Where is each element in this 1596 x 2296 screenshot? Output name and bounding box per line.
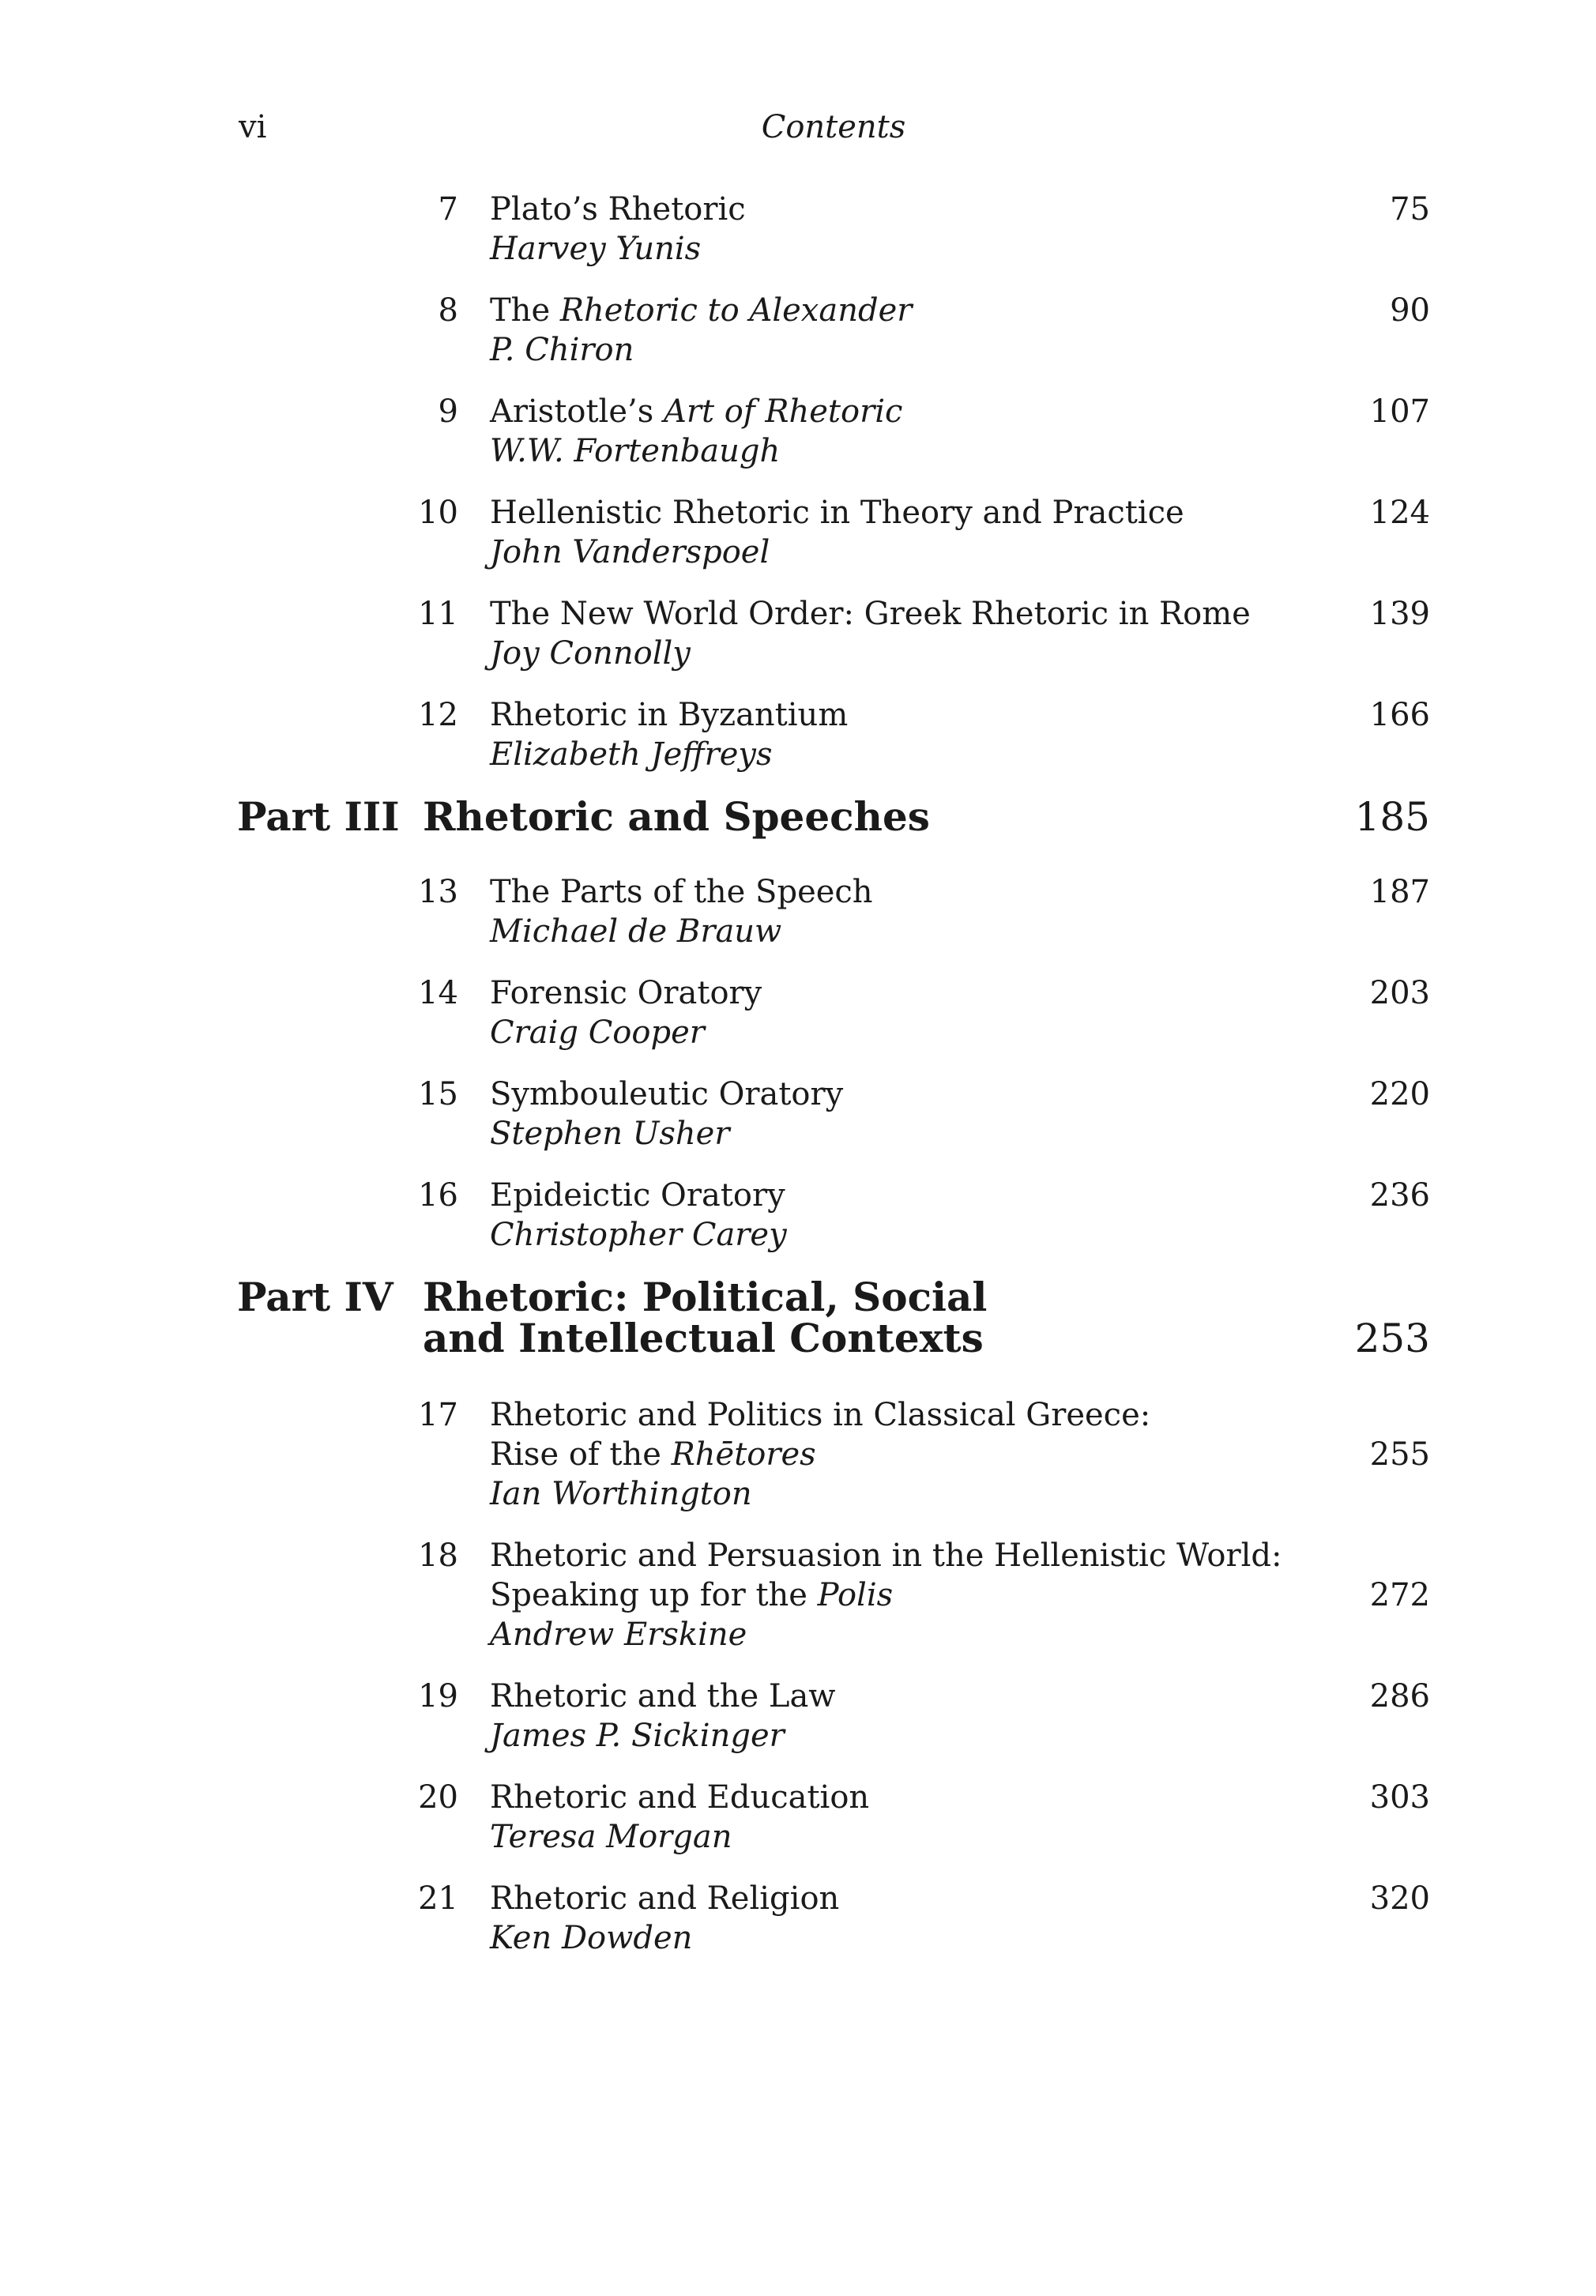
chapter-title: Rhetoric and Religion	[490, 1880, 840, 1917]
toc-entry-8[interactable]	[237, 291, 1430, 370]
chapter-number: 9	[438, 393, 458, 430]
chapter-title: Rhetoric in Byzantium	[490, 697, 849, 733]
part-label: Part IV	[237, 1274, 393, 1320]
chapter-number: 16	[418, 1177, 458, 1214]
chapter-author: Michael de Brauw	[490, 913, 782, 950]
part-page: 185	[1354, 794, 1430, 840]
chapter-title: Aristotle’s Art of Rhetoric	[490, 393, 903, 430]
part-heading-iii[interactable]	[237, 793, 1430, 840]
chapter-author: James P. Sickinger	[490, 1718, 785, 1754]
toc-entry-12[interactable]	[237, 695, 1430, 774]
toc-entry-18[interactable]	[237, 1536, 1430, 1654]
toc-entry-15[interactable]	[237, 1075, 1430, 1154]
part-title-line-2: and Intellectual Contexts	[423, 1315, 984, 1361]
chapter-number: 20	[418, 1779, 458, 1816]
toc-entry-11[interactable]	[237, 594, 1430, 673]
chapter-page: 303	[1369, 1779, 1430, 1816]
chapter-page: 166	[1369, 697, 1430, 733]
chapter-title: The Rhetoric to Alexander	[490, 292, 913, 329]
part-title-line-1: Rhetoric: Political, Social	[423, 1274, 988, 1320]
chapter-page: 107	[1369, 393, 1430, 430]
chapter-number: 13	[418, 874, 458, 910]
chapter-title-line-2: Rise of the Rhētores	[490, 1436, 816, 1473]
chapter-title: Symbouleutic Oratory	[490, 1076, 844, 1112]
chapter-author: Elizabeth Jeffreys	[490, 736, 773, 773]
chapter-page: 90	[1390, 292, 1430, 329]
chapter-title: Hellenistic Rhetoric in Theory and Practice	[490, 495, 1184, 531]
toc-entry-20[interactable]	[237, 1778, 1430, 1857]
chapter-number: 7	[438, 191, 458, 228]
chapter-number: 11	[418, 596, 458, 632]
chapter-title-line-2: Speaking up for the Polis	[490, 1577, 894, 1613]
chapter-number: 18	[418, 1538, 458, 1574]
chapter-author: Teresa Morgan	[490, 1819, 732, 1855]
chapter-number: 21	[418, 1880, 458, 1917]
part-page: 253	[1354, 1315, 1430, 1361]
toc-entry-17[interactable]	[237, 1395, 1430, 1514]
chapter-page: 286	[1369, 1678, 1430, 1714]
chapter-author: Stephen Usher	[490, 1116, 730, 1152]
toc-entry-13[interactable]	[237, 872, 1430, 951]
toc-entry-10[interactable]	[237, 493, 1430, 572]
chapter-page: 139	[1369, 596, 1430, 632]
chapter-page: 187	[1369, 874, 1430, 910]
chapter-title: The New World Order: Greek Rhetoric in Rome	[490, 596, 1251, 632]
running-title: Contents	[761, 109, 906, 145]
chapter-author: John Vanderspoel	[490, 534, 770, 570]
page-number: vi	[239, 109, 267, 145]
chapter-author: Craig Cooper	[490, 1014, 705, 1051]
chapter-number: 8	[438, 292, 458, 329]
chapter-page: 236	[1369, 1177, 1430, 1214]
part-label: Part III	[237, 793, 400, 840]
chapter-title-line-1: Rhetoric and Persuasion in the Hellenistic World:	[490, 1538, 1282, 1574]
toc-entry-16[interactable]	[237, 1176, 1430, 1255]
chapter-author: Harvey Yunis	[490, 231, 702, 267]
chapter-author: Christopher Carey	[490, 1217, 787, 1253]
chapter-title: The Parts of the Speech	[490, 874, 873, 910]
toc-entry-19[interactable]	[237, 1677, 1430, 1756]
part-title: Rhetoric and Speeches	[423, 793, 930, 840]
chapter-page: 203	[1369, 975, 1430, 1011]
chapter-author: P. Chiron	[490, 332, 634, 368]
chapter-number: 10	[418, 495, 458, 531]
chapter-number: 19	[418, 1678, 458, 1714]
chapter-page: 272	[1369, 1577, 1430, 1613]
chapter-author: Joy Connolly	[490, 635, 691, 672]
chapter-title-line-1: Rhetoric and Politics in Classical Greece:	[490, 1397, 1151, 1433]
chapter-number: 15	[418, 1076, 458, 1112]
page-header	[237, 109, 1430, 156]
toc-entry-9[interactable]	[237, 392, 1430, 471]
chapter-author: Andrew Erskine	[490, 1617, 747, 1653]
chapter-author: Ken Dowden	[490, 1920, 693, 1956]
chapter-page: 124	[1369, 495, 1430, 531]
chapter-number: 17	[418, 1397, 458, 1433]
chapter-title: Forensic Oratory	[490, 975, 762, 1011]
chapter-number: 14	[418, 975, 458, 1011]
toc-entry-7[interactable]	[237, 190, 1430, 269]
chapter-author: W.W. Fortenbaugh	[490, 433, 781, 469]
chapter-page: 220	[1369, 1076, 1430, 1112]
toc-entry-14[interactable]	[237, 973, 1430, 1052]
chapter-title: Rhetoric and Education	[490, 1779, 870, 1816]
chapter-page: 255	[1369, 1436, 1430, 1473]
chapter-title: Rhetoric and the Law	[490, 1678, 836, 1714]
chapter-page: 320	[1369, 1880, 1430, 1917]
chapter-page: 75	[1390, 191, 1430, 228]
chapter-title: Plato’s Rhetoric	[490, 191, 746, 228]
part-heading-iv[interactable]	[237, 1274, 1430, 1361]
toc-entry-21[interactable]	[237, 1879, 1430, 1958]
chapter-title: Epideictic Oratory	[490, 1177, 785, 1214]
table-of-contents	[237, 190, 1430, 1980]
chapter-number: 12	[418, 697, 458, 733]
chapter-author: Ian Worthington	[490, 1476, 752, 1512]
